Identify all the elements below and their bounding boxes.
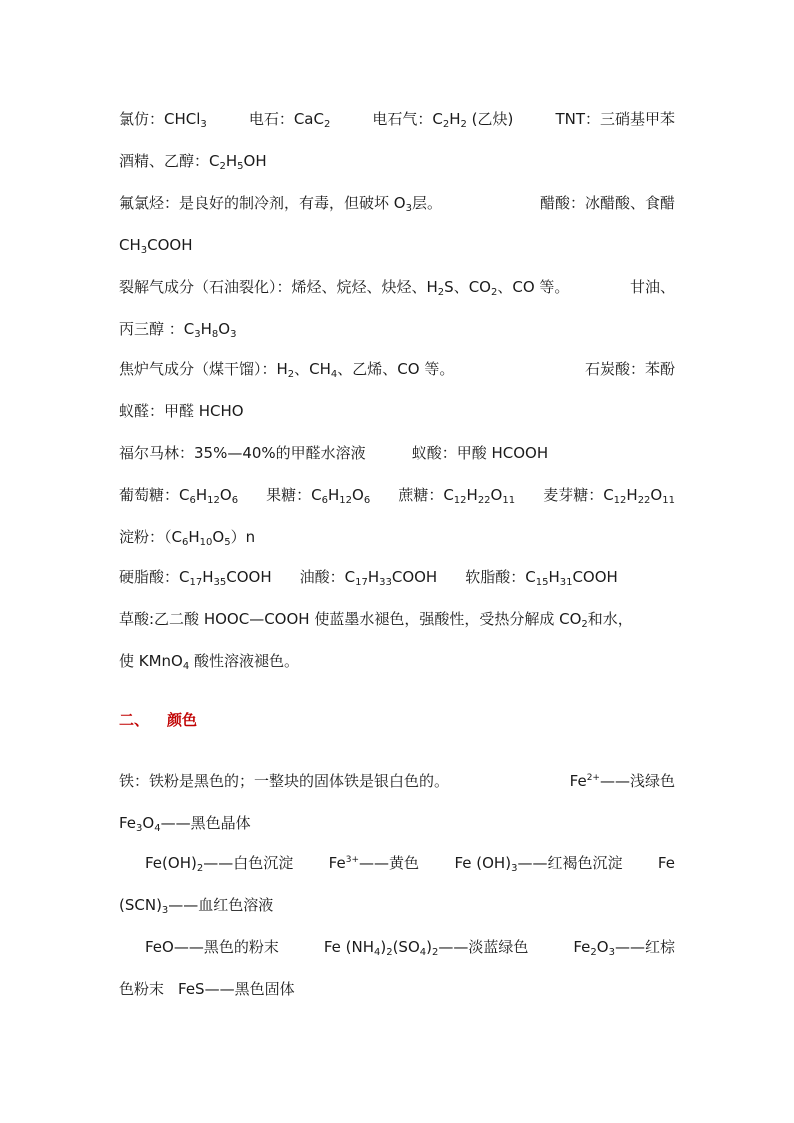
text-segment: 草酸:乙二酸 HOOC—COOH 使蓝墨水褪色，强酸性，受热分解成 $CO_2$和水， [119,610,633,630]
text-line [119,894,675,916]
text-line [119,650,675,672]
text-segment: 酒精、乙醇：$C_2H_5OH$ [119,152,267,172]
text-segment: 葡萄糖：$C_6H_{12}O_6$ [119,486,239,506]
text-segment: Fe $(NH_4)_2(SO_4)_2——$淡蓝绿色 [323,938,529,958]
text-segment: $CH_3COOH$ [119,236,193,256]
text-segment: 软脂酸：$C_{15}H_{31}COOH$ [465,568,618,588]
text-line [119,770,675,792]
text-segment: $(SCN)_3——$血红色溶液 [119,896,274,916]
text-segment: 铁：铁粉是黑色的；一整块的固体铁是银白色的。 [119,772,450,790]
text-line [119,318,675,340]
text-segment: 硬脂酸：$C_{17}H_{35}COOH$ [119,568,272,588]
text-line [145,936,675,958]
text-segment: 石炭酸：苯酚 [584,360,675,378]
text-line [119,276,675,298]
text-segment: Fe $(OH)_3——$红褐色沉淀 [454,854,623,874]
text-line [119,526,675,548]
text-segment: $Fe_2O_3——$红棕 [573,938,675,958]
text-line [119,358,675,380]
text-segment: FeS——黑色固体 [178,980,295,998]
text-segment: 蔗糖：$C_{12}H_{22}O_{11}$ [398,486,516,506]
text-segment: 裂解气成分（石油裂化）：烯烃、烷烃、炔烃、$H_2S$、$CO_2$、CO 等。 [119,278,570,298]
text-segment: 果糖：$C_6H_{12}O_6$ [266,486,371,506]
text-line [145,852,675,874]
text-segment: 蚁酸：甲酸 HCOOH [411,444,549,462]
text-segment: 醋酸：冰醋酸、食醋 [539,194,675,212]
text-segment: $Fe^{2+}——$浅绿色 [569,772,675,790]
text-line [119,192,675,214]
text-segment: 电石气：$C_2H_2$ (乙炔) [372,110,514,130]
text-segment: $Fe(OH)_2——$白色沉淀 [145,854,294,874]
text-line [119,400,675,422]
text-segment: FeO——黑色的粉末 [145,938,279,956]
text-line [119,484,675,506]
text-segment: 色粉末 [119,980,165,998]
text-line [119,108,675,130]
section-heading-colors [119,709,197,731]
text-line [119,812,675,834]
text-segment: 甘油、 [629,278,675,296]
text-segment: TNT：三硝基甲苯 [555,110,675,128]
section-title: 颜色 [167,711,198,729]
text-segment: $Fe_3O_4——$黑色晶体 [119,814,251,834]
text-segment: $Fe^{3+}——$黄色 [328,854,420,872]
text-segment: 使 KMnO$_4$ 酸性溶液褪色。 [119,652,300,672]
text-segment: 淀粉：$(C_6H_{10}O_5)n$ [119,528,256,548]
text-segment: 蚁醛：甲醛 HCHO [119,402,244,420]
text-line [119,150,675,172]
text-segment: 氯仿：CHCl$_3$ [119,110,207,130]
text-segment: 油酸：$C_{17}H_{33}COOH$ [299,568,438,588]
text-segment: 氟氯烃：是良好的制冷剂，有毒，但破坏 $O_3$层。 [119,194,442,214]
text-segment: Fe [657,854,675,872]
text-segment: 电石：CaC$_2$ [248,110,331,130]
text-segment: 丙三醇 ：$C_3H_8O_3$ [119,320,237,340]
section-number: 二、 [119,711,150,729]
text-line [119,442,675,464]
text-segment: 焦炉气成分（煤干馏）：$H_2$、$CH_4$、乙烯、CO 等。 [119,360,455,380]
text-line [119,608,675,630]
text-line [119,234,675,256]
text-line [119,978,675,1000]
text-segment: 福尔马林：35%—40%的甲醛水溶液 [119,444,366,462]
text-segment: 麦芽糖：$C_{12}H_{22}O_{11}$ [543,486,675,506]
text-line [119,566,675,588]
